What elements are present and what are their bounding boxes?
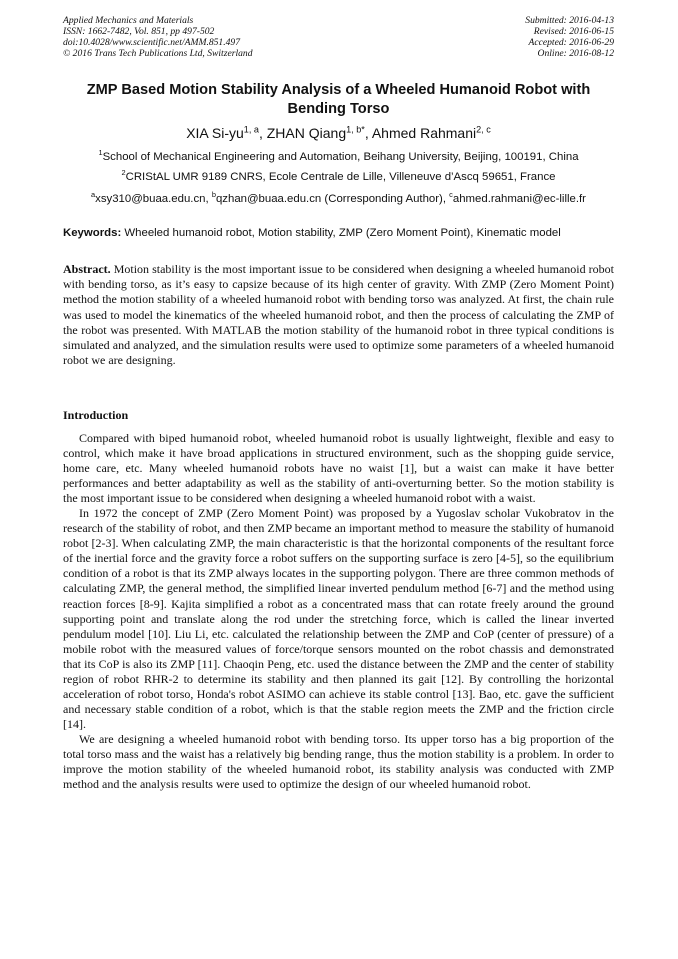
author-name: ZHAN Qiang bbox=[266, 125, 347, 141]
paragraph: Compared with biped humanoid robot, wheeled humanoid robot is usually lightweight, flexible and easy to control, which make it have broad applications in structured environment, such as the shopping guide service, home care, etc. Many wheeled humanoid robots have no waist [1], but a waist can make it have better performances and better adaptability as well as the stability of anti-overturning better. So the motion stability is the most important issue to be considered when designing a wheeled humanoid robot with a waist. bbox=[63, 431, 614, 506]
author-sup: 1, a bbox=[243, 124, 259, 135]
online-date: Online: 2016-08-12 bbox=[537, 48, 614, 59]
introduction-body bbox=[63, 431, 614, 792]
copyright-line: © 2016 Trans Tech Publications Ltd, Switzerland bbox=[63, 48, 253, 59]
accepted-date: Accepted: 2016-06-29 bbox=[528, 37, 614, 48]
author-list: XIA Si-yu$^{1, a}$, ZHAN Qiang$^{1, b*}$, Ahmed Rahmani$^{2, c}$ bbox=[186, 124, 491, 141]
abstract-text: Motion stability is the most important issue to be considered when designing a wheeled humanoid robot with bending torso, as it’s easy to capsize because of its high center of gravity. With ZMP (Zero Moment Point) method the motion stability of a wheeled humanoid robot with bending torso was analyzed. At first, the chain rule was used to model the kinematics of the wheeled humanoid robot, and then the process of calculating the ZMP of the robot was presented. With MATLAB the motion stability of the humanoid robot in three typical conditions is simulated and analyzed, and the simulation results were used to optimize some parameters of a wheeled humanoid robot we are designing. bbox=[63, 262, 614, 368]
paragraph: We are designing a wheeled humanoid robot with bending torso. Its upper torso has a big proportion of the total torso mass and the waist has a relatively big bending range, thus the motion stability is a problem. In order to improve the motion stability of the wheeled humanoid robot, its stability analysis was conducted with ZMP method and the analysis results were used to optimize the design of our wheeled humanoid robot. bbox=[63, 731, 614, 792]
revised-date: Revised: 2016-06-15 bbox=[533, 26, 614, 37]
email-a: xsy310@buaa.edu.cn, bbox=[95, 193, 212, 205]
keywords bbox=[63, 226, 614, 240]
author-name: XIA Si-yu bbox=[186, 125, 244, 141]
paper-title: ZMP Based Motion Stability Analysis of a Wheeled Humanoid Robot with Bending Torso bbox=[86, 82, 591, 117]
dates-header bbox=[525, 15, 614, 59]
author-sup: 1, b* bbox=[346, 124, 365, 135]
affiliation-sup: 2 bbox=[121, 168, 126, 178]
journal-name: Applied Mechanics and Materials bbox=[63, 15, 194, 26]
keywords-text: Wheeled humanoid robot, Motion stability, ZMP (Zero Moment Point), Kinematic model bbox=[121, 227, 561, 239]
email-line bbox=[63, 192, 614, 206]
keywords-label: Keywords: bbox=[63, 227, 122, 239]
journal-header bbox=[63, 15, 253, 59]
email-c: ahmed.rahmani@ec-lille.fr bbox=[452, 193, 586, 205]
email-b: qzhan@buaa.edu.cn (Corresponding Author), bbox=[215, 193, 450, 205]
affiliation-text: School of Mechanical Engineering and Automation, Beihang University, Beijing, 100191, China bbox=[102, 151, 579, 163]
affiliation-text: CRIStAL UMR 9189 CNRS, Ecole Centrale de Lille, Villeneuve d’Ascq 59651, France bbox=[125, 171, 556, 183]
affiliation-sup: 1 bbox=[98, 148, 103, 158]
author-name: Ahmed Rahmani bbox=[371, 125, 477, 141]
paragraph: In 1972 the concept of ZMP (Zero Moment Point) was proposed by a Yugoslav scholar Vukobratov in the research of the stability of robot, and then ZMP became an important method to measure the stability of humanoid robot [2-3]. When calculating ZMP, the main characteristic is that the horizontal components of the resultant force of the inertial force and the gravity force a robot suffers on the supporting surface is zero [4-5], so the equilibrium condition of a robot is that its ZMP always locates in the supporting polygon. There are three common methods of calculating ZMP, the general method, the simplified linear inverted pendulum method [6-7] and the method using reaction forces [8-9]. Kajita simplified a robot as a concentrated mass that can rotate freely around the ground supporting point and translate along the rod under the stretching force, which is called the linear inverted pendulum model [10]. Liu Li, etc. calculated the relationship between the ZMP and CoP (center of pressure) of a mobile robot with the measured values of force/torque sensors mounted on the robot chassis and demonstrated that its CoP is also its ZMP [11]. Chaoqin Peng, etc. used the distance between the ZMP and the center of stability region of robot RHR-2 to determine its stability and then planned its gait [12]. By controlling the horizontal acceleration of robot torso, Honda's robot ASIMO can achieve its stable control [13]. Bao, etc. gave the sufficient and necessary stable condition of a robot, which is that the stable region meets the ZMP and the friction circle [14]. bbox=[63, 506, 614, 731]
email-sup: c bbox=[449, 190, 453, 200]
abstract bbox=[63, 262, 614, 368]
author-sup: 2, c bbox=[476, 124, 491, 135]
email-sup: b bbox=[211, 190, 216, 200]
submitted-date: Submitted: 2016-04-13 bbox=[525, 15, 614, 26]
affiliation-1 bbox=[63, 150, 614, 164]
abstract-label: Abstract. bbox=[63, 262, 111, 276]
affiliation-2 bbox=[63, 170, 614, 184]
issn-line: ISSN: 1662-7482, Vol. 851, pp 497-502 bbox=[63, 26, 215, 37]
section-heading: Introduction bbox=[63, 408, 129, 422]
doi-line: doi:10.4028/www.scientific.net/AMM.851.497 bbox=[63, 37, 241, 48]
email-sup: a bbox=[91, 190, 96, 200]
